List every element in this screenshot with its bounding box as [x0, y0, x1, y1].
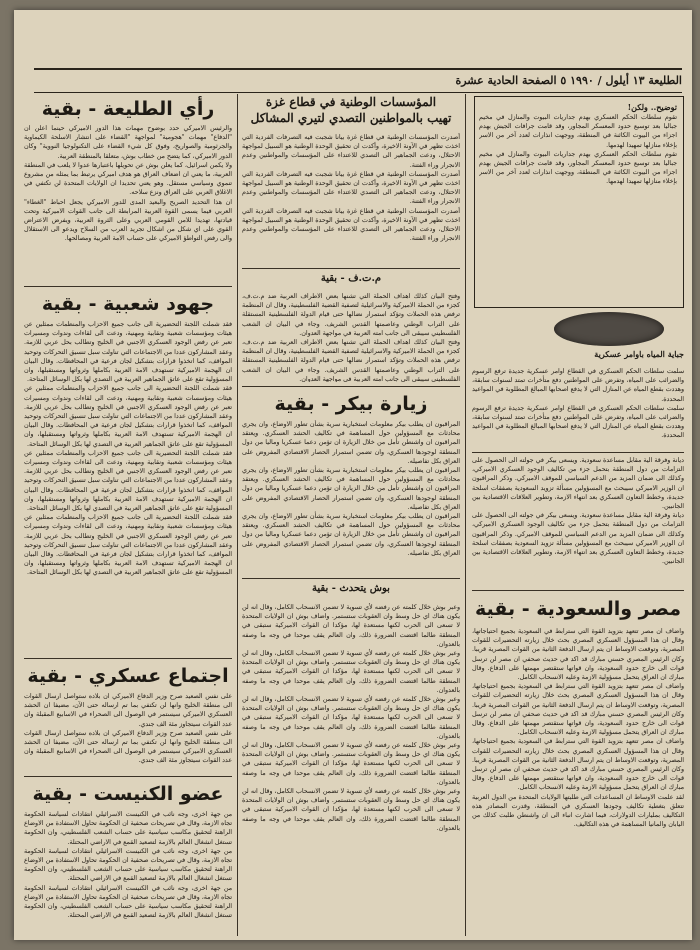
plo-headline: م.ت.ف - بقية — [320, 273, 382, 284]
opinion-headline: رأي الطليعة - بقية — [41, 98, 215, 120]
knesset-body: من جهة اخرى، وجه نائب في الكنيست الاسرائيلي انتقادات لسياسة الحكومة تجاه الازمة، وقال في تصريحات صحفية ان الحكومة تحاول الاستفادة من الاوضاع الراهنة لتحقيق مكاسب سياسية على حساب الشعب الفلسطيني، وان الحكومة تستغل انشغال العالم بالازمة لتصعيد القمع في الاراضي المحتلة. — [24, 884, 232, 920]
knesset-body: من جهة اخرى، وجه نائب في الكنيست الاسرائيلي انتقادات لسياسة الحكومة تجاه الازمة، وقال في تصريحات صحفية ان الحكومة تحاول الاستفادة من الاوضاع الراهنة لتحقيق مكاسب سياسية على حساب الشعب الفلسطيني، وان الحكومة تستغل انشغال العالم بالازمة لتصعيد القمع في الاراضي المحتلة. — [24, 847, 232, 883]
baker-visit-headline-block — [242, 390, 460, 416]
opinion-headline-block — [24, 95, 232, 121]
opinion-paragraph: والرئيس الاميركي حدد بوضوح مهمات هذا الدور الاميركي حينما اعلن ان "الدفاع" مهمات "هجومية" لمواجهة "القضاء على انتشار الاسلحة الكيماوية والجرثومية والصواريخ، وفوق كل شيء القضاء على التكنولوجيا النووية" وكان الدور الاميركي، كما يتضح من خطاب بوش، متعلقا بالمنطقة العربية. — [24, 125, 232, 160]
bush-article — [242, 603, 460, 935]
section-rule — [472, 590, 684, 591]
clarification-body: تقوم سلطات الحكم العسكري بهدم جداريات البيوت والمنازل في مخيم جباليا بعد توسيع حدود المعسكر المجاور، وقد قامت جرافات الجيش بهدم اجزاء من البيوت الكائنة في المنطقة، ووجهت انذارات لعدد آخر من الاسر بإخلاء منازلها تمهيدا لهدمها. — [479, 150, 677, 186]
opinion-article — [24, 124, 232, 284]
egypt-saudi-body: واضاف ان مصر تتعهد بتزويد القوة التي سترابط في السعودية بجميع احتياجاتها، وقال ان هذا المسؤول العسكري المصري بحث خلال زيارته التحضيرات للقوات المصرية، وتوقعت الاوساط ان يتم ارسال الدفعة الثانية من القوات المصرية قريبا. وكان الرئيس المصري حسني مبارك قد اكد في حديث صحفي ان مصر لن ترسل قوات الى خارج حدود السعودية، وان قواتها ستقتصر مهمتها على الدفاع. وقال مبارك ان العراق يتحمل مسؤولية الازمة وعليه الانسحاب الكامل. — [472, 628, 684, 682]
gaza-body: أصدرت المؤسسات الوطنية في قطاع غزة بيانا شجبت فيه التصرفات الفردية التي اخذت تظهر في الآونة الاخيرة، وأكدت ان تحقيق الوحدة الوطنية هو السبيل لمواجهة الاحتلال، ودعت الجماهير الى التصدي للاعتداء على المؤسسات والمواطنين وعدم الانجرار وراء الفتنة. — [242, 134, 460, 169]
military-meeting-article — [24, 692, 232, 772]
bush-body: وعبر بوش خلال كلمته عن رفضه لأي تسوية لا تضمن الانسحاب الكامل، وقال انه لن يكون هناك اي حل وسط وان العقوبات ستستمر. واضاف بوش ان الولايات المتحدة لا تسعى الى الحرب لكنها مستعدة لها، مؤكدا ان القوات الاميركية ستبقى في المنطقة طالما اقتضت الضرورة ذلك، وان العالم يقف موحدا في وجه ما وصفه بالعدوان. — [242, 788, 460, 832]
section-rule — [24, 658, 232, 659]
knesset-headline-block — [24, 780, 232, 806]
gaza-headline-line1: المؤسسات الوطنية في قطاع غزة — [265, 95, 437, 109]
popular-efforts-headline-block — [24, 290, 232, 316]
popular-efforts-article — [24, 320, 232, 655]
bush-headline: بوش يتحدث - بقية — [312, 583, 390, 594]
baker-continued-body: ديانة وفرقة الية مقابل مساعدة سعودية. ويسعى بيكر في جولته الى الحصول على التزامات من دول المنطقة بتحمل جزء من تكاليف الوجود العسكري الاميركي، وكذلك الى ضمان المزيد من الدعم السياسي للموقف الاميركي. وذكر المراقبون ان الوزير الاميركي سيبحث مع المسؤولين مسألة تزويد السعودية بصفقات اسلحة جديدة، وخطط التعاون العسكري بعد انتهاء الازمة، وتطوير العلاقات الاقتصادية بين الجانبين. — [472, 512, 684, 566]
bush-headline-block — [242, 582, 460, 600]
water-article — [472, 367, 684, 449]
baker-visit-body: المراقبون ان يطلب بيكر معلومات استخبارية سرية بشأن تطور الاوضاع، وان يجري محادثات مع المسؤولين حول المساهمة في تكاليف الحشد العسكري. ويعتقد المراقبون ان واشنطن تأمل من خلال الزيارة ان تؤمن دعما عسكريا وماليا من دول المنطقة لوجودها العسكري، وان تضمن استمرار الحصار الاقتصادي المفروض على العراق بكل تفاصيله. — [242, 513, 460, 557]
baker-continued-body: ديانة وفرقة الية مقابل مساعدة سعودية. ويسعى بيكر في جولته الى الحصول على التزامات من دول المنطقة بتحمل جزء من تكاليف الوجود العسكري الاميركي، وكذلك الى ضمان المزيد من الدعم السياسي للموقف الاميركي. وذكر المراقبون ان الوزير الاميركي سيبحث مع المسؤولين مسألة تزويد السعودية بصفقات اسلحة جديدة، وخطط التعاون العسكري بعد انتهاء الازمة، وتطوير العلاقات الاقتصادية بين الجانبين. — [472, 457, 684, 511]
section-rule — [24, 776, 232, 777]
baker-visit-article — [242, 420, 460, 575]
section-rule — [242, 386, 460, 387]
column-rule — [465, 94, 466, 936]
egypt-saudi-article — [472, 627, 684, 932]
clarification-content — [479, 101, 677, 301]
popular-efforts-body: فقد شملت اللجنة التحضيرية الى جانب جميع الاحزاب والمنظمات ممثلين عن هيئات ومؤسسات شعبية ونقابية ومهنية، ودعت الى لقاءات وندوات ومسيرات تعبر عن رفض الوجود العسكري الاجنبي في الخليج وتطالب بحل عربي للازمة. وعقد المشاركون عددا من الاجتماعات التي تناولت سبل تنسيق التحركات وتوحيد المواقف، كما اتخذوا قرارات بتشكيل لجان فرعية في المحافظات. وقال البيان ان الهجمة الاميركية تستهدف الامة العربية بكاملها وثرواتها ومستقبلها، وان المسؤولية تقع على عاتق الجماهير العربية في التصدي لها بكل الوسائل المتاحة. — [24, 385, 232, 448]
popular-efforts-body: فقد شملت اللجنة التحضيرية الى جانب جميع الاحزاب والمنظمات ممثلين عن هيئات ومؤسسات شعبية ونقابية ومهنية، ودعت الى لقاءات وندوات ومسيرات تعبر عن رفض الوجود العسكري الاجنبي في الخليج وتطالب بحل عربي للازمة. وعقد المشاركون عددا من الاجتماعات التي تناولت سبل تنسيق التحركات وتوحيد المواقف، كما اتخذوا قرارات بتشكيل لجان فرعية في المحافظات. وقال البيان ان الهجمة الاميركية تستهدف الامة العربية بكاملها وثرواتها ومستقبلها، وان المسؤولية تقع على عاتق الجماهير العربية في التصدي لها بكل الوسائل المتاحة. — [24, 449, 232, 513]
baker-continued-article — [472, 456, 684, 586]
plo-body: وفتح البيان كذلك اهداف الحملة التي تشنها بعض الاطراف العربية ضد م.ت.ف، كجزء من الحملة الاميركية والاسرائيلية لتصفية القضية الفلسطينية، وقال ان المنظمة ترفض هذه الحملات وتؤكد استمرار نضالها حتى قيام الدولة الفلسطينية المستقلة على التراب الوطني وعاصمتها القدس الشريف. وجاء في البيان ان الشعب الفلسطيني سيبقى الى جانب امته العربية في مواجهة العدوان. — [242, 293, 460, 337]
clarification-title: توضيح.. ولكن! — [627, 102, 677, 112]
egypt-saudi-body: واضاف ان مصر تتعهد بتزويد القوة التي سترابط في السعودية بجميع احتياجاتها، وقال ان هذا المسؤول العسكري المصري بحث خلال زيارته التحضيرات للقوات المصرية، وتوقعت الاوساط ان يتم ارسال الدفعة الثانية من القوات المصرية قريبا. وكان الرئيس المصري حسني مبارك قد اكد في حديث صحفي ان مصر لن ترسل قوات الى خارج حدود السعودية، وان قواتها ستقتصر مهمتها على الدفاع. وقال مبارك ان العراق يتحمل مسؤولية الازمة وعليه الانسحاب الكامل. — [472, 683, 684, 737]
section-rule — [24, 286, 232, 287]
column-rule — [237, 94, 238, 936]
newspaper-page — [14, 10, 692, 940]
bush-body: وعبر بوش خلال كلمته عن رفضه لأي تسوية لا تضمن الانسحاب الكامل، وقال انه لن يكون هناك اي حل وسط وان العقوبات ستستمر. واضاف بوش ان الولايات المتحدة لا تسعى الى الحرب لكنها مستعدة لها، مؤكدا ان القوات الاميركية ستبقى في المنطقة طالما اقتضت الضرورة ذلك، وان العالم يقف موحدا في وجه ما وصفه بالعدوان. — [242, 650, 460, 694]
plo-body: وفتح البيان كذلك اهداف الحملة التي تشنها بعض الاطراف العربية ضد م.ت.ف، كجزء من الحملة الاميركية والاسرائيلية لتصفية القضية الفلسطينية، وقال ان المنظمة ترفض هذه الحملات وتؤكد استمرار نضالها حتى قيام الدولة الفلسطينية المستقلة على التراب الوطني وعاصمتها القدس الشريف. وجاء في البيان ان الشعب الفلسطيني سيبقى الى جانب امته العربية في مواجهة العدوان. — [242, 339, 460, 382]
egypt-saudi-headline: مصر والسعودية - بقية — [475, 598, 681, 620]
military-meeting-body: على نفس الصعيد صرح وزير الدفاع الاميركي ان بلاده ستواصل ارسال القوات الى منطقة الخليج وانها لن تكتفي بما تم ارساله حتى الآن، مضيفا ان الحشد العسكري الاميركي سيستمر في الوصول الى الصحراء في الاسابيع المقبلة وان عدد القوات سيتجاوز مئة الف جندي. — [24, 729, 232, 765]
military-meeting-headline-block — [24, 662, 232, 688]
popular-efforts-body: فقد شملت اللجنة التحضيرية الى جانب جميع الاحزاب والمنظمات ممثلين عن هيئات ومؤسسات شعبية ونقابية ومهنية، ودعت الى لقاءات وندوات ومسيرات تعبر عن رفض الوجود العسكري الاجنبي في الخليج وتطالب بحل عربي للازمة. وعقد المشاركون عددا من الاجتماعات التي تناولت سبل تنسيق التحركات وتوحيد المواقف، كما اتخذوا قرارات بتشكيل لجان فرعية في المحافظات. وقال البيان ان الهجمة الاميركية تستهدف الامة العربية بكاملها وثرواتها ومستقبلها، وان المسؤولية تقع على عاتق الجماهير العربية في التصدي لها بكل الوسائل المتاحة. — [24, 514, 232, 577]
egypt-saudi-body: لقد علمت الاوساط ان المساعدات التي طلبتها الولايات المتحدة من الدول العربية تتعلق بتغطية تكاليف وجودها العسكري في المنطقة، وقدرت المصادر هذه التكاليف بمليارات الدولارات، فيما اشارت انباء الى ان واشنطن طلبت كذلك من اليابان والمانيا المساهمة في هذه التكاليف. — [472, 793, 684, 829]
water-body: سلمت سلطات الحكم العسكري في القطاع اوامر عسكرية جديدة ترفع الرسوم والضرائب على المياه، وتفرض على المواطنين دفع متأخرات تمتد لسنوات سابقة، وهددت بقطع المياه عن المنازل التي لا يدفع اصحابها المبالغ المطلوبة في المواعيد المحددة. — [472, 404, 684, 440]
water-headline: جباية المياه باوامر عسكرية — [594, 349, 684, 359]
egypt-saudi-headline-block — [472, 595, 684, 623]
popular-efforts-body: فقد شملت اللجنة التحضيرية الى جانب جميع الاحزاب والمنظمات ممثلين عن هيئات ومؤسسات شعبية ونقابية ومهنية، ودعت الى لقاءات وندوات ومسيرات تعبر عن رفض الوجود العسكري الاجنبي في الخليج وتطالب بحل عربي للازمة. وعقد المشاركون عددا من الاجتماعات التي تناولت سبل تنسيق التحركات وتوحيد المواقف، كما اتخذوا قرارات بتشكيل لجان فرعية في المحافظات. وقال البيان ان الهجمة الاميركية تستهدف الامة العربية بكاملها وثرواتها ومستقبلها، وان المسؤولية تقع على عاتق الجماهير العربية في التصدي لها بكل الوسائل المتاحة. — [24, 321, 232, 384]
opinion-paragraph: ولا يكمن اسرائيل، كما يعلن بوش عن تحويلها باعتبارها عدوا لا يلعب في المنطقة العربية، ما يعني ان اضعاف العراق هو هدف اميركي يرتبط بما يمثله من مشروع تنموي وسياسي مستقل. وهو يعني تحديدا ان الولايات المتحدة لن تكتفي في الاغلاق العربي على العراق ونزع سلاحه. — [24, 161, 232, 197]
egypt-saudi-body: واضاف ان مصر تتعهد بتزويد القوة التي سترابط في السعودية بجميع احتياجاتها، وقال ان هذا المسؤول العسكري المصري بحث خلال زيارته التحضيرات للقوات المصرية، وتوقعت الاوساط ان يتم ارسال الدفعة الثانية من القوات المصرية قريبا. وكان الرئيس المصري حسني مبارك قد اكد في حديث صحفي ان مصر لن ترسل قوات الى خارج حدود السعودية، وان قواتها ستقتصر مهمتها على الدفاع. وقال مبارك ان العراق يتحمل مسؤولية الازمة وعليه الانسحاب الكامل. — [472, 738, 684, 792]
clarification-box — [474, 96, 684, 308]
section-rule — [472, 452, 684, 453]
bush-body: وعبر بوش خلال كلمته عن رفضه لأي تسوية لا تضمن الانسحاب الكامل، وقال انه لن يكون هناك اي حل وسط وان العقوبات ستستمر. واضاف بوش ان الولايات المتحدة لا تسعى الى الحرب لكنها مستعدة لها، مؤكدا ان القوات الاميركية ستبقى في المنطقة طالما اقتضت الضرورة ذلك، وان العالم يقف موحدا في وجه ما وصفه بالعدوان. — [242, 696, 460, 740]
gaza-body: أصدرت المؤسسات الوطنية في قطاع غزة بيانا شجبت فيه التصرفات الفردية التي اخذت تظهر في الآونة الاخيرة، وأكدت ان تحقيق الوحدة الوطنية هو السبيل لمواجهة الاحتلال، ودعت الجماهير الى التصدي للاعتداء على المؤسسات والمواطنين وعدم الانجرار وراء الفتنة. — [242, 170, 460, 206]
gaza-article — [242, 133, 460, 265]
gaza-body: أصدرت المؤسسات الوطنية في قطاع غزة بيانا شجبت فيه التصرفات الفردية التي اخذت تظهر في الآونة الاخيرة، وأكدت ان تحقيق الوحدة الوطنية هو السبيل لمواجهة الاحتلال، ودعت الجماهير الى التصدي للاعتداء على المؤسسات والمواطنين وعدم الانجرار وراء الفتنة. — [242, 207, 460, 243]
plo-article — [242, 292, 460, 382]
section-rule — [242, 268, 460, 269]
gaza-headline-block — [242, 94, 460, 130]
baker-visit-body: المراقبون ان يطلب بيكر معلومات استخبارية سرية بشأن تطور الاوضاع، وان يجري محادثات مع المسؤولين حول المساهمة في تكاليف الحشد العسكري. ويعتقد المراقبون ان واشنطن تأمل من خلال الزيارة ان تؤمن دعما عسكريا وماليا من دول المنطقة لوجودها العسكري، وان تضمن استمرار الحصار الاقتصادي المفروض على العراق بكل تفاصيله. — [242, 467, 460, 511]
baker-visit-body: المراقبون ان يطلب بيكر معلومات استخبارية سرية بشأن تطور الاوضاع، وان يجري محادثات مع المسؤولين حول المساهمة في تكاليف الحشد العسكري. ويعتقد المراقبون ان واشنطن تأمل من خلال الزيارة ان تؤمن دعما عسكريا وماليا من دول المنطقة لوجودها العسكري، وان تضمن استمرار الحصار الاقتصادي المفروض على العراق بكل تفاصيله. — [242, 421, 460, 465]
military-meeting-body: على نفس الصعيد صرح وزير الدفاع الاميركي ان بلاده ستواصل ارسال القوات الى منطقة الخليج وانها لن تكتفي بما تم ارساله حتى الآن، مضيفا ان الحشد العسكري الاميركي سيستمر في الوصول الى الصحراء في الاسابيع المقبلة وان عدد القوات سيتجاوز مئة الف جندي. — [24, 693, 232, 728]
water-body: سلمت سلطات الحكم العسكري في القطاع اوامر عسكرية جديدة ترفع الرسوم والضرائب على المياه، وتفرض على المواطنين دفع متأخرات تمتد لسنوات سابقة، وهددت بقطع المياه عن المنازل التي لا يدفع اصحابها المبالغ المطلوبة في المواعيد المحددة. — [472, 368, 684, 403]
baker-visit-headline: زيارة بيكر - بقية — [274, 393, 428, 415]
knesset-headline: عضو الكنيست - بقية — [32, 783, 224, 805]
page-header-bar — [34, 68, 682, 93]
water-headline-block — [472, 348, 684, 366]
gaza-headline-line2: تهيب بالمواطنين التصدي لتيري المشاكل — [250, 111, 452, 125]
decorative-photo — [554, 312, 664, 346]
knesset-body: من جهة اخرى، وجه نائب في الكنيست الاسرائيلي انتقادات لسياسة الحكومة تجاه الازمة، وقال في تصريحات صحفية ان الحكومة تحاول الاستفادة من الاوضاع الراهنة لتحقيق مكاسب سياسية على حساب الشعب الفلسطيني، وان الحكومة تستغل انشغال العالم بالازمة لتصعيد القمع في الاراضي المحتلة. — [24, 811, 232, 846]
popular-efforts-headline: جهود شعبية - بقية — [41, 293, 215, 315]
bush-body: وعبر بوش خلال كلمته عن رفضه لأي تسوية لا تضمن الانسحاب الكامل، وقال انه لن يكون هناك اي حل وسط وان العقوبات ستستمر. واضاف بوش ان الولايات المتحدة لا تسعى الى الحرب لكنها مستعدة لها، مؤكدا ان القوات الاميركية ستبقى في المنطقة طالما اقتضت الضرورة ذلك، وان العالم يقف موحدا في وجه ما وصفه بالعدوان. — [242, 604, 460, 648]
section-rule — [242, 578, 460, 579]
bush-body: وعبر بوش خلال كلمته عن رفضه لأي تسوية لا تضمن الانسحاب الكامل، وقال انه لن يكون هناك اي حل وسط وان العقوبات ستستمر. واضاف بوش ان الولايات المتحدة لا تسعى الى الحرب لكنها مستعدة لها، مؤكدا ان القوات الاميركية ستبقى في المنطقة طالما اقتضت الضرورة ذلك، وان العالم يقف موحدا في وجه ما وصفه بالعدوان. — [242, 742, 460, 786]
clarification-body: تقوم سلطات الحكم العسكري بهدم جداريات البيوت والمنازل في مخيم جباليا بعد توسيع حدود المعسكر المجاور، وقد قامت جرافات الجيش بهدم اجزاء من البيوت الكائنة في المنطقة، ووجهت انذارات لعدد آخر من الاسر بإخلاء منازلها تمهيدا لهدمها. — [479, 114, 677, 149]
plo-headline-block — [242, 272, 460, 290]
military-meeting-headline: اجتماع عسكري - بقية — [27, 665, 229, 687]
page-header-text: الطليعة ١٣ أيلول / ١٩٩٠ ٥ الصفحة الحادية عشرة — [455, 74, 682, 87]
opinion-paragraph: ان هذا التحديد الصريح والبعيد المدى للدور الاميركي يجعل احباط "الغطاء" العربي فيما يسمى القوة العربية المرابطة الى جانب القوات الاميركية وتحت قيادتها، تهديدا للامن القومي العربي وعلى الثروة العربية، ويفرض الاعتراض القوي على اي شكل من اشكال تجريد العرب من السلاح ويدعو الى الاستقلال والى رفض التواطؤ الاميركي على حساب الامة العربية ومصالحها. — [24, 198, 232, 243]
knesset-article — [24, 810, 232, 934]
